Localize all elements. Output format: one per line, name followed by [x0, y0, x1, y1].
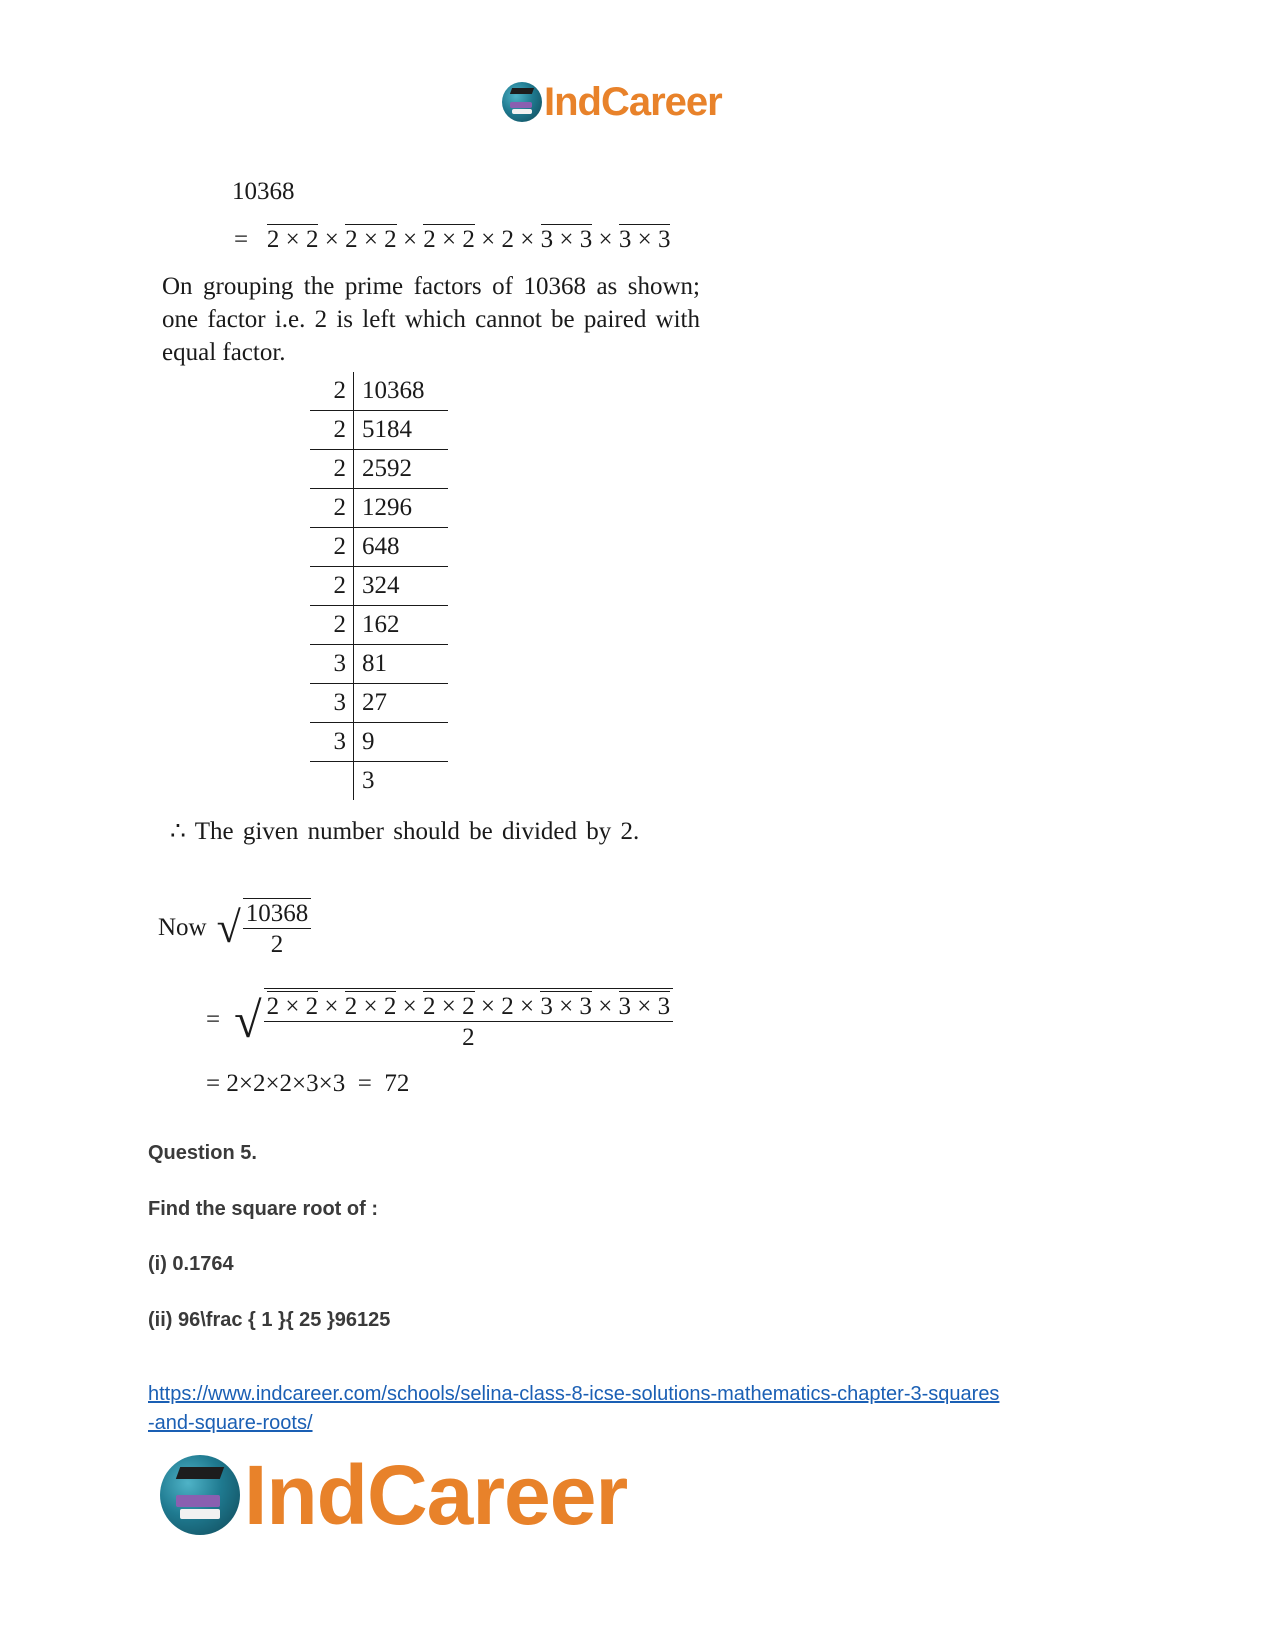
- ladder-row: [310, 723, 448, 762]
- footer-logo[interactable]: [160, 1450, 627, 1540]
- prime-factorization: [234, 224, 670, 254]
- logo-globe-icon: [502, 82, 542, 122]
- ladder-divisor: [310, 762, 354, 801]
- equals-sign: =: [206, 1005, 221, 1033]
- times-sign: ×: [324, 993, 339, 1020]
- ladder-divisor: 2: [310, 489, 354, 528]
- ladder-row: [310, 411, 448, 450]
- now-denominator: 2: [270, 930, 284, 958]
- ladder-row: [310, 489, 448, 528]
- ladder-row: [310, 528, 448, 567]
- ladder-divisor: 2: [310, 411, 354, 450]
- ladder-divisor: 2: [310, 606, 354, 645]
- times-sign: ×: [519, 993, 535, 1020]
- factor-pair: 2 × 2: [423, 993, 475, 1020]
- sqrt-radical-icon: √: [234, 991, 262, 1048]
- ladder-quotient: 3: [362, 767, 375, 794]
- now-fraction: [243, 898, 312, 958]
- source-link[interactable]: [148, 1380, 999, 1438]
- ladder-quotient: 324: [354, 567, 449, 606]
- ladder-quotient: 27: [354, 684, 449, 723]
- times-sign: ×: [481, 226, 496, 253]
- factor-pair: 2 × 2: [345, 226, 397, 253]
- ladder-divisor: 2: [310, 567, 354, 606]
- now-numerator: 10368: [243, 900, 312, 929]
- unpaired-factor: 2: [501, 226, 515, 253]
- ladder-divisor: 3: [310, 723, 354, 762]
- dividend-number: 10368: [232, 178, 295, 205]
- ladder-row: [310, 684, 448, 723]
- source-link-line1[interactable]: https://www.indcareer.com/schools/selina-class-8-icse-solutions-mathematics-chapter-3-squares: [148, 1383, 1000, 1405]
- times-sign: ×: [520, 226, 535, 253]
- factor-pair: 3 × 3: [540, 226, 593, 253]
- ladder-divisor: 3: [310, 684, 354, 723]
- times-sign: ×: [598, 226, 613, 253]
- header-logo-text: IndCareer: [544, 80, 722, 124]
- ladder-quotient: 2592: [354, 450, 449, 489]
- ladder-row: [310, 450, 448, 489]
- ladder-row: [310, 762, 448, 801]
- result-line: = 2×2×2×3×3 = 72: [206, 1070, 410, 1097]
- question-part-ii: (ii) 96\frac { 1 }{ 25 }96125: [148, 1309, 391, 1331]
- ladder-quotient: 10368: [354, 372, 449, 411]
- times-sign: ×: [402, 226, 418, 253]
- ladder-quotient: 162: [354, 606, 449, 645]
- ladder-row: [310, 567, 448, 606]
- ladder-divisor: 3: [310, 645, 354, 684]
- conclusion-text: ∴ The given number should be divided by 2.: [170, 818, 640, 845]
- question-title: Question 5.: [148, 1142, 257, 1164]
- ladder-quotient: 1296: [354, 489, 449, 528]
- ladder-quotient: 5184: [354, 411, 449, 450]
- factor-pair: 2 × 2: [423, 226, 475, 253]
- now-expression: [158, 898, 311, 958]
- ladder-divisor: 2: [310, 450, 354, 489]
- ladder-quotient: 648: [354, 528, 449, 567]
- factor-pair: 2 × 2: [266, 226, 319, 253]
- ladder-row: [310, 606, 448, 645]
- factor-pair: 3 × 3: [618, 226, 671, 253]
- factor-pair: 3 × 3: [618, 993, 671, 1020]
- sqrt-fraction: [264, 988, 674, 1051]
- sqrt-numerator: [264, 991, 674, 1022]
- ladder-row: [310, 645, 448, 684]
- explanation-paragraph: On grouping the prime factors of 10368 as shown; one factor i.e. 2 is left which cannot be paired with equal factor.: [162, 273, 700, 366]
- source-link-line2[interactable]: -and-square-roots/: [148, 1412, 313, 1434]
- times-sign: ×: [598, 993, 613, 1020]
- ladder-row: [310, 372, 448, 411]
- header-logo[interactable]: [502, 80, 722, 124]
- times-sign: ×: [480, 993, 495, 1020]
- now-label: Now: [158, 914, 207, 941]
- ladder-divisor: 2: [310, 528, 354, 567]
- ladder-quotient: 81: [354, 645, 449, 684]
- ladder-divisor: 2: [310, 372, 354, 411]
- sqrt-denominator: 2: [462, 1023, 475, 1051]
- sqrt-radical-icon: √: [216, 903, 241, 952]
- question-prompt: Find the square root of :: [148, 1198, 378, 1220]
- ladder-quotient: 9: [354, 723, 449, 762]
- equals-sign: =: [234, 226, 249, 253]
- times-sign: ×: [324, 226, 339, 253]
- division-ladder: [310, 372, 448, 800]
- factor-pair: 2 × 2: [266, 993, 319, 1020]
- factor-pair: 2 × 2: [344, 993, 397, 1020]
- sqrt-factor-expression: [206, 988, 673, 1051]
- factor-pair: 3 × 3: [540, 993, 592, 1020]
- footer-logo-text: IndCareer: [244, 1448, 628, 1542]
- logo-globe-icon: [160, 1455, 240, 1535]
- question-part-i: (i) 0.1764: [148, 1253, 234, 1275]
- times-sign: ×: [402, 993, 417, 1020]
- unpaired-factor: 2: [501, 993, 514, 1020]
